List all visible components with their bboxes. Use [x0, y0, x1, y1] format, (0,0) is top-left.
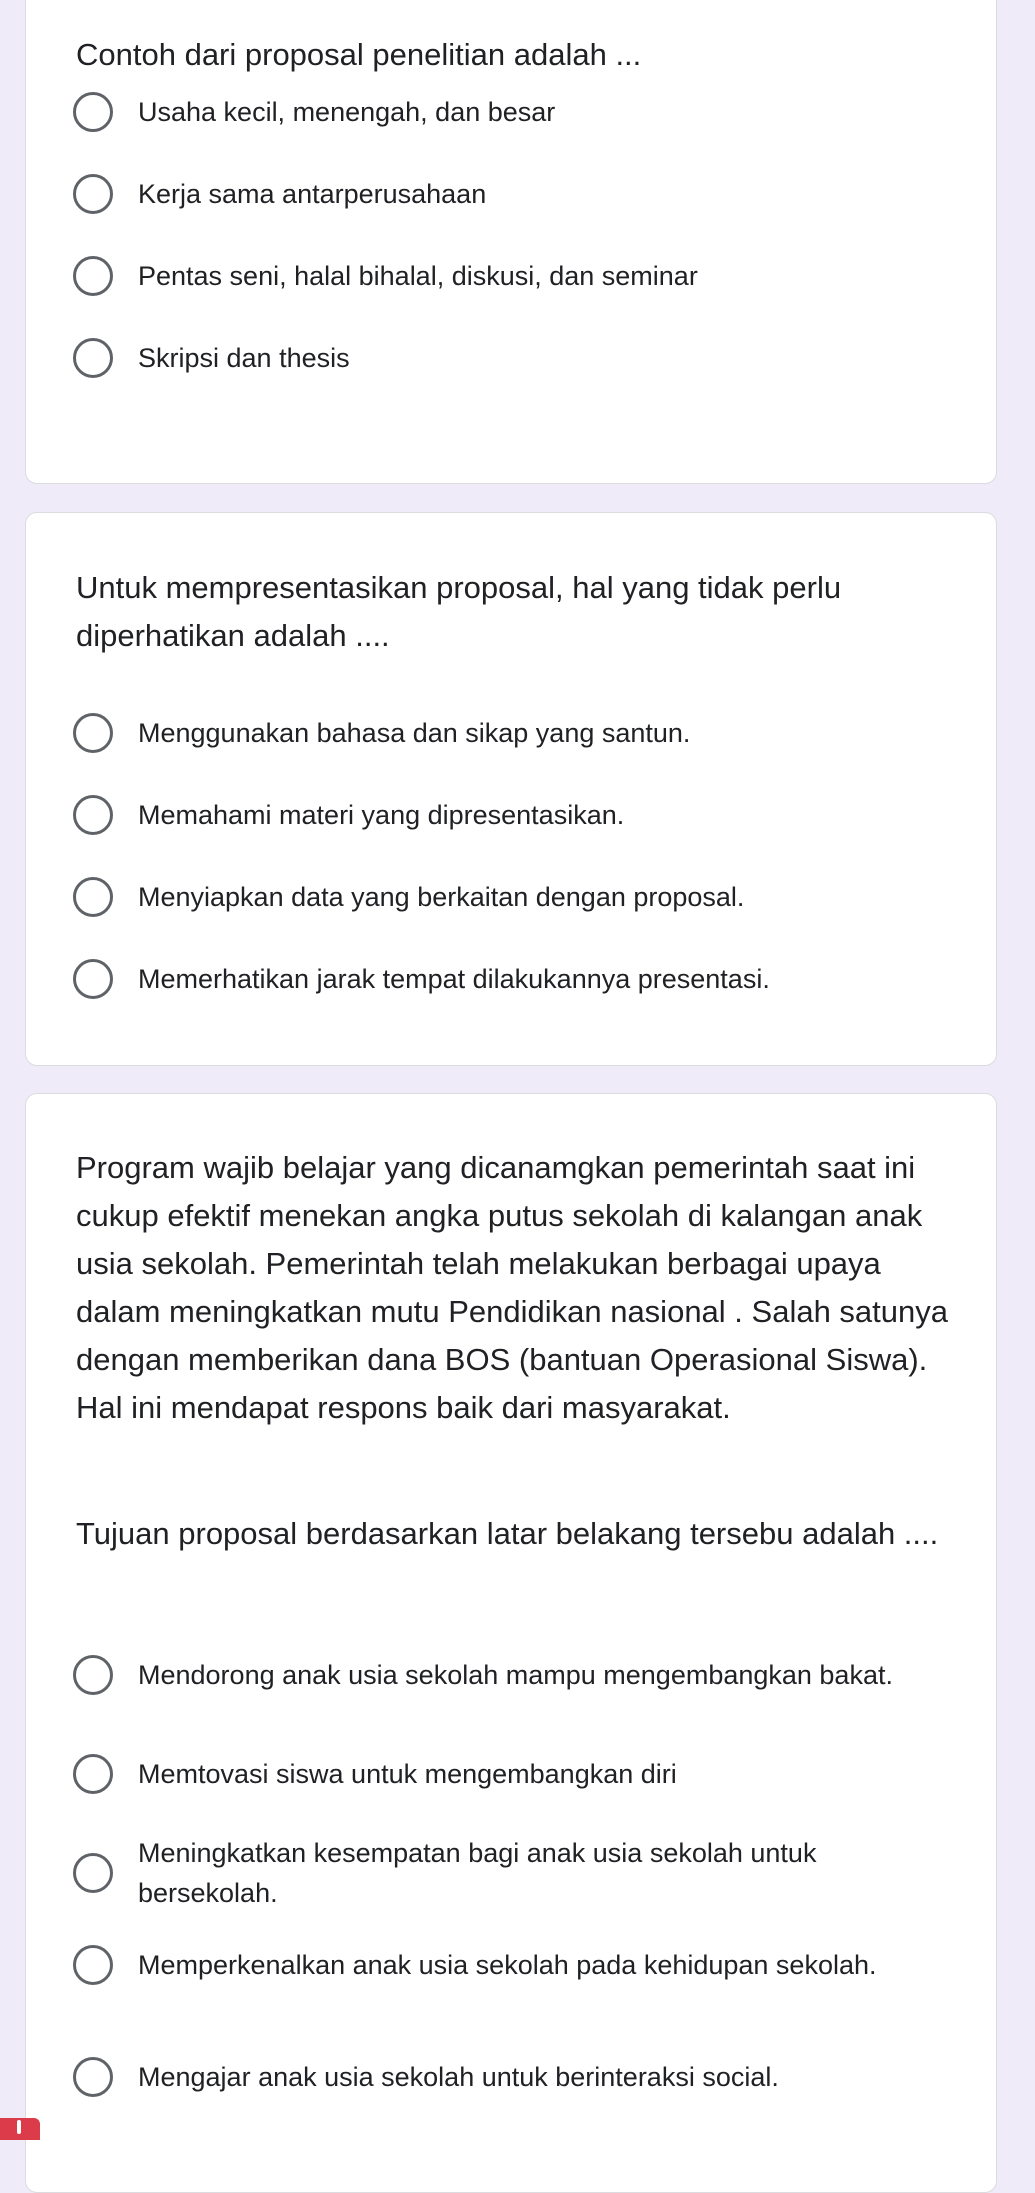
radio-option[interactable] [73, 959, 953, 999]
radio-button[interactable] [73, 1655, 113, 1695]
option-label: Memerhatikan jarak tempat dilakukannya presentasi. [138, 964, 770, 994]
radio-option[interactable] [73, 92, 953, 132]
option-label: Meningkatkan kesempatan bagi anak usia sekolah untuk bersekolah. [138, 1838, 817, 1908]
option-label: Usaha kecil, menengah, dan besar [138, 97, 556, 127]
radio-option[interactable] [73, 1754, 953, 1794]
radio-option[interactable] [73, 795, 953, 835]
radio-button[interactable] [73, 1945, 113, 1985]
radio-option[interactable] [73, 256, 953, 296]
radio-button[interactable] [73, 877, 113, 917]
option-label: Memahami materi yang dipresentasikan. [138, 800, 625, 830]
radio-option[interactable] [73, 713, 953, 753]
radio-button[interactable] [73, 338, 113, 378]
radio-button[interactable] [73, 256, 113, 296]
question-passage: Program wajib belajar yang dicanamgkan pemerintah saat ini cukup efektif menekan angka putus sekolah di kalangan anak usia sekolah. Pemerintah telah melakukan berbagai upaya dalam meningkatkan mutu Pendidikan nasional . Salah satunya dengan memberikan dana BOS (bantuan Operasional Siswa). Hal ini mendapat respons baik dari masyarakat. [76, 1150, 948, 1425]
question-card-2 [25, 512, 997, 1066]
radio-button[interactable] [73, 795, 113, 835]
radio-option[interactable] [73, 1655, 953, 1695]
option-label: Menggunakan bahasa dan sikap yang santun. [138, 718, 691, 748]
radio-option[interactable] [73, 2057, 953, 2097]
radio-button[interactable] [73, 1754, 113, 1794]
option-label: Mengajar anak usia sekolah untuk berinteraksi social. [138, 2062, 779, 2092]
radio-option[interactable] [73, 338, 953, 378]
radio-button[interactable] [73, 1853, 113, 1893]
radio-button[interactable] [73, 713, 113, 753]
alert-icon [0, 2118, 40, 2140]
option-label: Memperkenalkan anak usia sekolah pada kehidupan sekolah. [138, 1950, 877, 1980]
radio-option[interactable] [73, 1833, 953, 1913]
option-label: Memtovasi siswa untuk mengembangkan diri [138, 1759, 677, 1789]
radio-button[interactable] [73, 959, 113, 999]
option-label: Menyiapkan data yang berkaitan dengan proposal. [138, 882, 745, 912]
option-label: Mendorong anak usia sekolah mampu mengembangkan bakat. [138, 1660, 893, 1690]
radio-button[interactable] [73, 174, 113, 214]
option-label: Skripsi dan thesis [138, 343, 350, 373]
radio-option[interactable] [73, 174, 953, 214]
option-label: Kerja sama antarperusahaan [138, 179, 487, 209]
radio-option[interactable] [73, 877, 953, 917]
radio-button[interactable] [73, 2057, 113, 2097]
question-card-3 [25, 1093, 997, 2193]
radio-button[interactable] [73, 92, 113, 132]
radio-option[interactable] [73, 1945, 953, 1985]
question-text: Untuk mempresentasikan proposal, hal yang tidak perlu diperhatikan adalah .... [76, 570, 842, 653]
option-label: Pentas seni, halal bihalal, diskusi, dan seminar [138, 261, 698, 291]
question-card-1 [25, 0, 997, 484]
question-text: Contoh dari proposal penelitian adalah ... [76, 37, 642, 72]
question-text: Tujuan proposal berdasarkan latar belakang tersebu adalah .... [76, 1516, 939, 1551]
